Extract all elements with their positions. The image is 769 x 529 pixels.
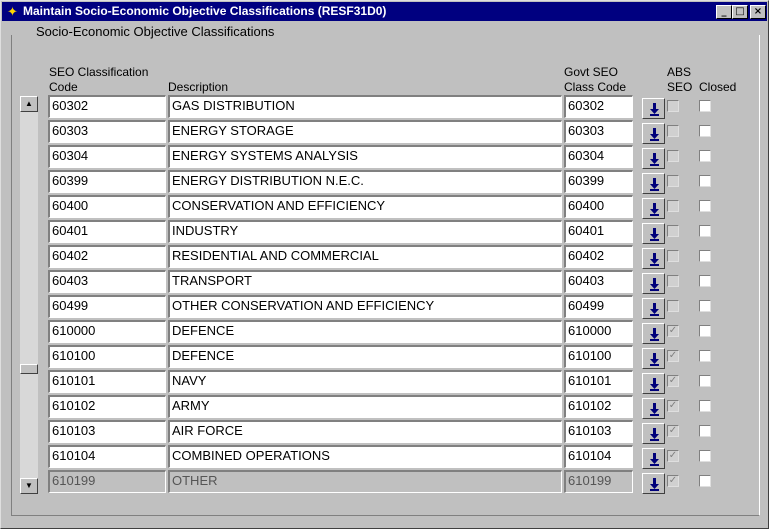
down-arrow-icon <box>650 403 659 416</box>
description-field[interactable]: OTHER <box>168 470 562 493</box>
govt-seo-code-field[interactable]: 610102 <box>564 395 633 418</box>
seo-code-field[interactable]: 60399 <box>48 170 166 193</box>
header-govt-line2: Class Code <box>564 80 627 94</box>
header-abs-line2: SEO <box>667 80 693 94</box>
down-arrow-icon <box>650 228 659 241</box>
title-bar[interactable] <box>2 2 767 21</box>
list-of-values-button[interactable] <box>642 448 665 469</box>
window-title: Maintain Socio-Economic Objective Classifications (RESF31D0) <box>23 4 387 18</box>
abs-seo-checkbox[interactable]: ✓ <box>668 325 678 336</box>
seo-code-field[interactable]: 60303 <box>48 120 166 143</box>
govt-seo-code-field[interactable]: 60400 <box>564 195 633 218</box>
table-row <box>1 320 769 344</box>
seo-code-field[interactable]: 610199 <box>48 470 166 493</box>
govt-seo-code-field[interactable]: 610199 <box>564 470 633 493</box>
list-of-values-button[interactable] <box>642 423 665 444</box>
abs-seo-checkbox[interactable]: ✓ <box>668 425 678 436</box>
seo-code-field[interactable]: 60302 <box>48 95 166 118</box>
list-of-values-button[interactable] <box>642 373 665 394</box>
description-field[interactable]: CONSERVATION AND EFFICIENCY <box>168 195 562 218</box>
closed-checkbox[interactable] <box>699 225 711 237</box>
seo-code-field[interactable]: 610103 <box>48 420 166 443</box>
description-field[interactable]: ENERGY SYSTEMS ANALYSIS <box>168 145 562 168</box>
description-field[interactable]: ENERGY DISTRIBUTION N.E.C. <box>168 170 562 193</box>
description-field[interactable]: OTHER CONSERVATION AND EFFICIENCY <box>168 295 562 318</box>
description-field[interactable]: DEFENCE <box>168 345 562 368</box>
description-field[interactable]: DEFENCE <box>168 320 562 343</box>
closed-checkbox[interactable] <box>699 125 711 137</box>
table-row <box>1 395 769 419</box>
description-field[interactable]: INDUSTRY <box>168 220 562 243</box>
table-row <box>1 95 769 119</box>
seo-code-field[interactable]: 610100 <box>48 345 166 368</box>
seo-code-field[interactable]: 60403 <box>48 270 166 293</box>
closed-checkbox[interactable] <box>699 450 711 462</box>
abs-seo-checkbox[interactable] <box>667 300 679 312</box>
abs-seo-checkbox[interactable]: ✓ <box>668 350 678 361</box>
seo-code-field[interactable]: 610102 <box>48 395 166 418</box>
down-arrow-icon <box>650 103 659 116</box>
closed-checkbox[interactable] <box>699 250 711 262</box>
description-field[interactable]: ARMY <box>168 395 562 418</box>
list-of-values-button[interactable] <box>642 173 665 194</box>
table-row <box>1 370 769 394</box>
table-row <box>1 470 769 494</box>
seo-code-field[interactable]: 60400 <box>48 195 166 218</box>
table-row <box>1 270 769 294</box>
scroll-up-button[interactable]: ▲ <box>20 96 38 112</box>
description-field[interactable]: NAVY <box>168 370 562 393</box>
closed-checkbox[interactable] <box>699 100 711 112</box>
seo-code-field[interactable]: 610101 <box>48 370 166 393</box>
govt-seo-code-field[interactable]: 610104 <box>564 445 633 468</box>
seo-code-field[interactable]: 60402 <box>48 245 166 268</box>
abs-seo-checkbox[interactable] <box>667 150 679 162</box>
description-field[interactable]: TRANSPORT <box>168 270 562 293</box>
list-of-values-button[interactable] <box>642 473 665 494</box>
list-of-values-button[interactable] <box>642 298 665 319</box>
abs-seo-checkbox[interactable] <box>667 125 679 137</box>
govt-seo-code-field[interactable]: 610103 <box>564 420 633 443</box>
minimize-button[interactable]: _ <box>716 5 732 19</box>
list-of-values-button[interactable] <box>642 223 665 244</box>
list-of-values-button[interactable] <box>642 198 665 219</box>
seo-code-field[interactable]: 610000 <box>48 320 166 343</box>
govt-seo-code-field[interactable]: 60402 <box>564 245 633 268</box>
govt-seo-code-field[interactable]: 610100 <box>564 345 633 368</box>
govt-seo-code-field[interactable]: 610000 <box>564 320 633 343</box>
closed-checkbox[interactable] <box>699 150 711 162</box>
abs-seo-checkbox[interactable]: ✓ <box>668 475 678 486</box>
down-arrow-icon <box>650 428 659 441</box>
down-arrow-icon <box>650 253 659 266</box>
app-icon: ✦ <box>7 4 18 19</box>
govt-seo-code-field[interactable]: 60401 <box>564 220 633 243</box>
table-row <box>1 195 769 219</box>
seo-code-field[interactable]: 60499 <box>48 295 166 318</box>
description-field[interactable]: GAS DISTRIBUTION <box>168 95 562 118</box>
govt-seo-code-field[interactable]: 610101 <box>564 370 633 393</box>
abs-seo-checkbox[interactable] <box>667 175 679 187</box>
list-of-values-button[interactable] <box>642 273 665 294</box>
down-arrow-icon <box>650 153 659 166</box>
closed-checkbox[interactable] <box>699 200 711 212</box>
govt-seo-code-field[interactable]: 60304 <box>564 145 633 168</box>
abs-seo-checkbox[interactable]: ✓ <box>668 400 678 411</box>
closed-checkbox[interactable] <box>699 350 711 362</box>
down-arrow-icon <box>650 478 659 491</box>
list-of-values-button[interactable] <box>642 123 665 144</box>
header-closed: Closed <box>699 80 737 94</box>
table-row <box>1 170 769 194</box>
header-code-line1: SEO Classification <box>49 65 149 79</box>
closed-checkbox[interactable] <box>699 400 711 412</box>
closed-checkbox[interactable] <box>699 275 711 287</box>
down-arrow-icon <box>650 203 659 216</box>
scroll-down-button[interactable]: ▼ <box>20 478 38 494</box>
down-arrow-icon <box>650 453 659 466</box>
down-arrow-icon <box>650 178 659 191</box>
abs-seo-checkbox[interactable]: ✓ <box>668 375 678 386</box>
closed-checkbox[interactable] <box>699 175 711 187</box>
list-of-values-button[interactable] <box>642 248 665 269</box>
list-of-values-button[interactable] <box>642 348 665 369</box>
table-row <box>1 120 769 144</box>
header-abs-line1: ABS <box>667 65 692 79</box>
closed-checkbox[interactable] <box>699 375 711 387</box>
table-row <box>1 420 769 444</box>
group-title: Socio-Economic Objective Classifications <box>36 24 275 39</box>
table-row <box>1 145 769 169</box>
table-row <box>1 295 769 319</box>
closed-checkbox[interactable] <box>699 300 711 312</box>
list-of-values-button[interactable] <box>642 148 665 169</box>
govt-seo-code-field[interactable]: 60399 <box>564 170 633 193</box>
seo-code-field[interactable]: 60304 <box>48 145 166 168</box>
abs-seo-checkbox[interactable] <box>667 200 679 212</box>
closed-checkbox[interactable] <box>699 325 711 337</box>
seo-code-field[interactable]: 610104 <box>48 445 166 468</box>
header-code-line2: Code <box>49 80 78 94</box>
govt-seo-code-field[interactable]: 60303 <box>564 120 633 143</box>
description-field[interactable]: AIR FORCE <box>168 420 562 443</box>
header-description: Description <box>168 80 229 94</box>
list-of-values-button[interactable] <box>642 398 665 419</box>
list-of-values-button[interactable] <box>642 98 665 119</box>
close-button[interactable]: × <box>750 5 766 19</box>
down-arrow-icon <box>650 353 659 366</box>
closed-checkbox[interactable] <box>699 425 711 437</box>
closed-checkbox[interactable] <box>699 475 711 487</box>
header-govt-line1: Govt SEO <box>564 65 619 79</box>
down-arrow-icon <box>650 328 659 341</box>
list-of-values-button[interactable] <box>642 323 665 344</box>
description-field[interactable]: RESIDENTIAL AND COMMERCIAL <box>168 245 562 268</box>
down-arrow-icon <box>650 378 659 391</box>
down-arrow-icon <box>650 128 659 141</box>
down-arrow-icon <box>650 303 659 316</box>
down-arrow-icon <box>650 278 659 291</box>
abs-seo-checkbox[interactable]: ✓ <box>668 450 678 461</box>
govt-seo-code-field[interactable]: 60403 <box>564 270 633 293</box>
description-field[interactable]: COMBINED OPERATIONS <box>168 445 562 468</box>
abs-seo-checkbox[interactable] <box>667 250 679 262</box>
abs-seo-checkbox[interactable] <box>667 225 679 237</box>
abs-seo-checkbox[interactable] <box>667 275 679 287</box>
seo-code-field[interactable]: 60401 <box>48 220 166 243</box>
table-row <box>1 345 769 369</box>
abs-seo-checkbox[interactable] <box>667 100 679 112</box>
govt-seo-code-field[interactable]: 60499 <box>564 295 633 318</box>
maximize-button[interactable]: □ <box>732 5 748 19</box>
table-row <box>1 245 769 269</box>
description-field[interactable]: ENERGY STORAGE <box>168 120 562 143</box>
govt-seo-code-field[interactable]: 60302 <box>564 95 633 118</box>
table-row <box>1 445 769 469</box>
table-row <box>1 220 769 244</box>
